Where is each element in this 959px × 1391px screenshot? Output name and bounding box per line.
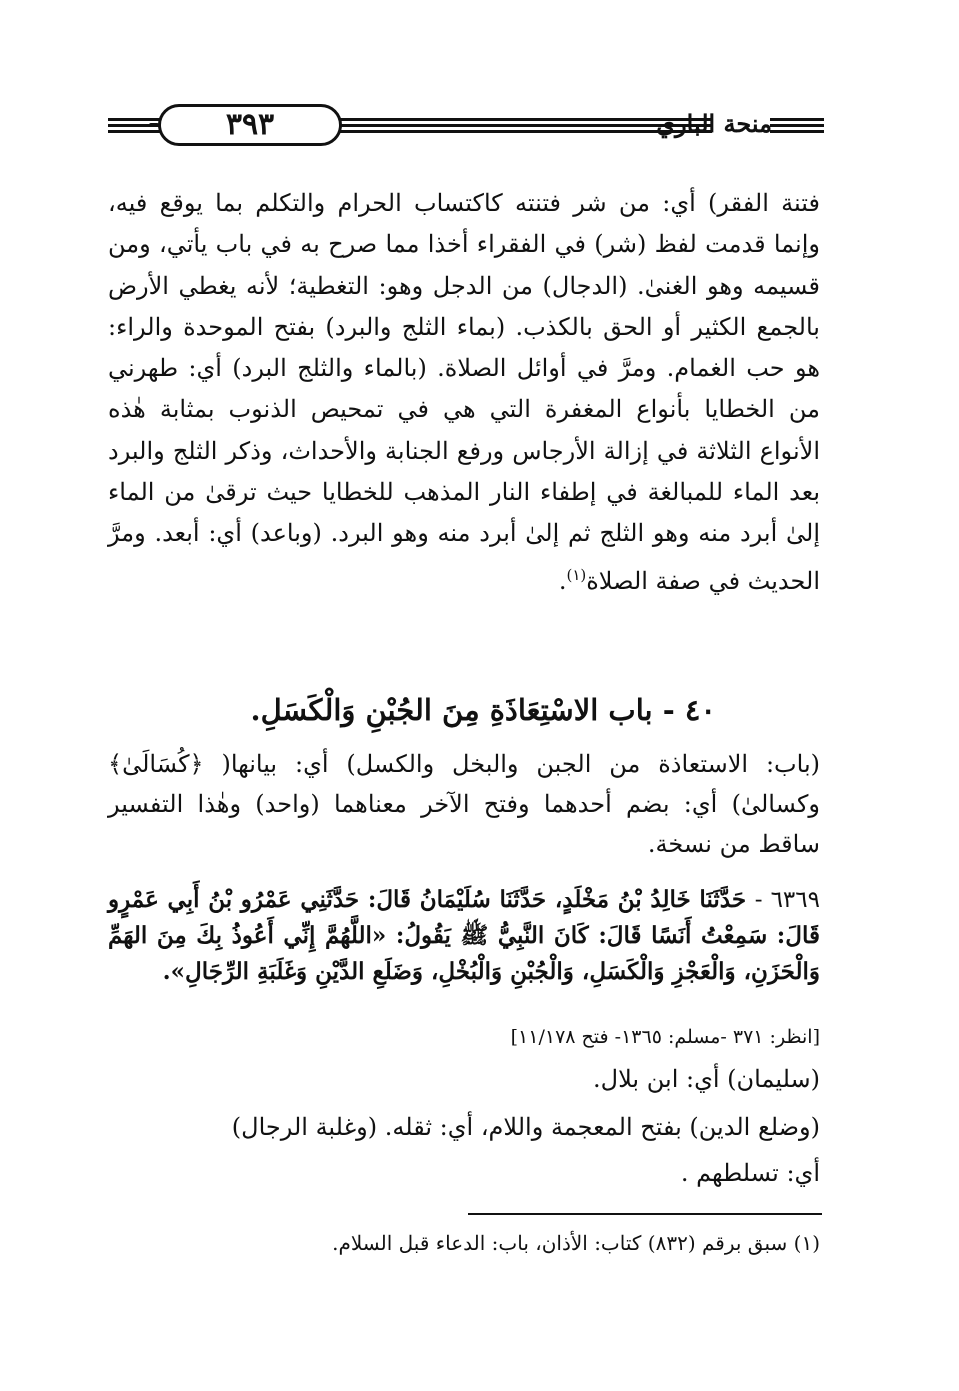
page-header <box>108 96 824 156</box>
header-rule <box>770 124 824 127</box>
header-rule <box>108 118 160 121</box>
hadith-text <box>108 882 820 990</box>
commentary-paragraph: (باب: الاستعاذة من الجبن والبخل والكسل) أي: بيانها( ﴿كُسَالَىٰ﴾ وكسالىٰ) أي: بضم أحدهما وفتح الآخر معناهما (واحد) وهٰذا التفسير ساقط من نسخة. <box>108 750 820 858</box>
commentary-text: فتنة الفقر) أي: من شر فتنته كاكتساب الحرام والتكلم بما يوقع فيه، وإنما قدمت لفظ (شر) في الفقراء أخذا مما صرح به في باب يأتي، ومن قسيمه وهو الغنىٰ. (الدجال) من الدجل وهو: التغطية؛ لأنه يغطي الأرض بالجمع الكثير أو الحق بالكذب. (بماء الثلج والبرد) بفتح الموحدة والراء: هو حب الغمام. ومرَّ في أوائل الصلاة. (بالماء والثلج البرد) أي: طهرني من الخطايا بأنواع المغفرة التي هي في تمحيص الذنوب بمثابة هٰذه الأنواع الثلاثة في إزالة الأرجاس ورفع الجنابة والأحداث، وذكر الثلج والبرد بعد الماء للمبالغة في إطفاء النار المذهب للخطايا حيث ترقىٰ من الماء إلىٰ أبرد منه وهو الثلج ثم إلىٰ أبرد منه وهو البرد. (وباعد) أي: أبعد. ومرَّ الحديث في صفة الصلاة <box>108 189 820 595</box>
footnote-marker: (١) <box>566 565 587 584</box>
commentary-paragraph: فتنة الفقر) أي: من شر فتنته كاكتساب الحرام والتكلم بما يوقع فيه، وإنما قدمت لفظ (شر) في الفقراء أخذا مما صرح به في باب يأتي، ومن قسيمه وهو الغنىٰ. (الدجال) من الدجل وهو: التغطية؛ لأنه يغطي الأرض بالجمع الكثير أو الحق بالكذب. (بماء الثلج والبرد) بفتح الموحدة والراء: هو حب الغمام. ومرَّ في أوائل الصلاة. (بالماء والثلج البرد) أي: طهرني من الخطايا بأنواع المغفرة التي هي في تمحيص الذنوب بمثابة هٰذه الأنواع الثلاثة في إزالة الأرجاس ورفع الجنابة والأحداث، وذكر الثلج والبرد بعد الماء للمبالغة في إطفاء النار المذهب للخطايا حيث ترقىٰ من الماء إلىٰ أبرد منه وهو الثلج ثم إلىٰ أبرد منه وهو البرد. (وباعد) أي: أبعد. ومرَّ الحديث في صفة الصلاة$^{(١)}$. <box>108 189 820 595</box>
cross-reference: [انظر: ٣٧١ -مسلم: ١٣٦٥- فتح ١١/١٧٨] <box>510 1026 820 1048</box>
footnote-divider <box>468 1213 822 1215</box>
running-title: منحة الباري <box>656 109 772 138</box>
commentary-paragraph: (وضلع الدين) بفتح المعجمة واللام، أي: ثقله. (وغلبة الرجال) <box>231 1113 820 1141</box>
commentary-paragraph: (سليمان) أي: ابن بلال. <box>593 1065 820 1093</box>
header-rule <box>108 130 160 133</box>
commentary-paragraph: أي: تسلطهم . <box>680 1159 820 1187</box>
header-rule <box>770 130 824 133</box>
hadith-body: حَدَّثَنَا خَالِدُ بْنُ مَخْلَدٍ، حَدَّثَنَا سُلَيْمَانُ قَالَ: حَدَّثَنِي عَمْرُو بْنُ أَبِي عَمْرٍو قَالَ: سَمِعْتُ أَنَسًا قَالَ: كَانَ النَّبِيُّ ﷺ يَقُولُ: «اللَّهُمَّ إِنِّي أَعُوذُ بِكَ مِنَ الهَمِّ وَالْحَزَنِ، وَالْعَجْزِ وَالْكَسَلِ، وَالْجُبْنِ وَالْبُخْلِ، وَضَلَعِ الدَّيْنِ وَغَلَبَةِ الرِّجَالِ». <box>108 886 820 985</box>
hadith-number: ٦٣٦٩ - <box>754 887 820 913</box>
header-rule <box>770 118 824 121</box>
page-number: ٣٩٣ <box>158 104 342 146</box>
chapter-heading: ٤٠ - باب الاسْتِعَاذَةِ مِنَ الجُبْنِ وَالْكَسَلِ. <box>250 693 716 727</box>
footnote: (١) سبق برقم (٨٣٢) كتاب: الأذان، باب: الدعاء قبل السلام. <box>332 1231 820 1255</box>
